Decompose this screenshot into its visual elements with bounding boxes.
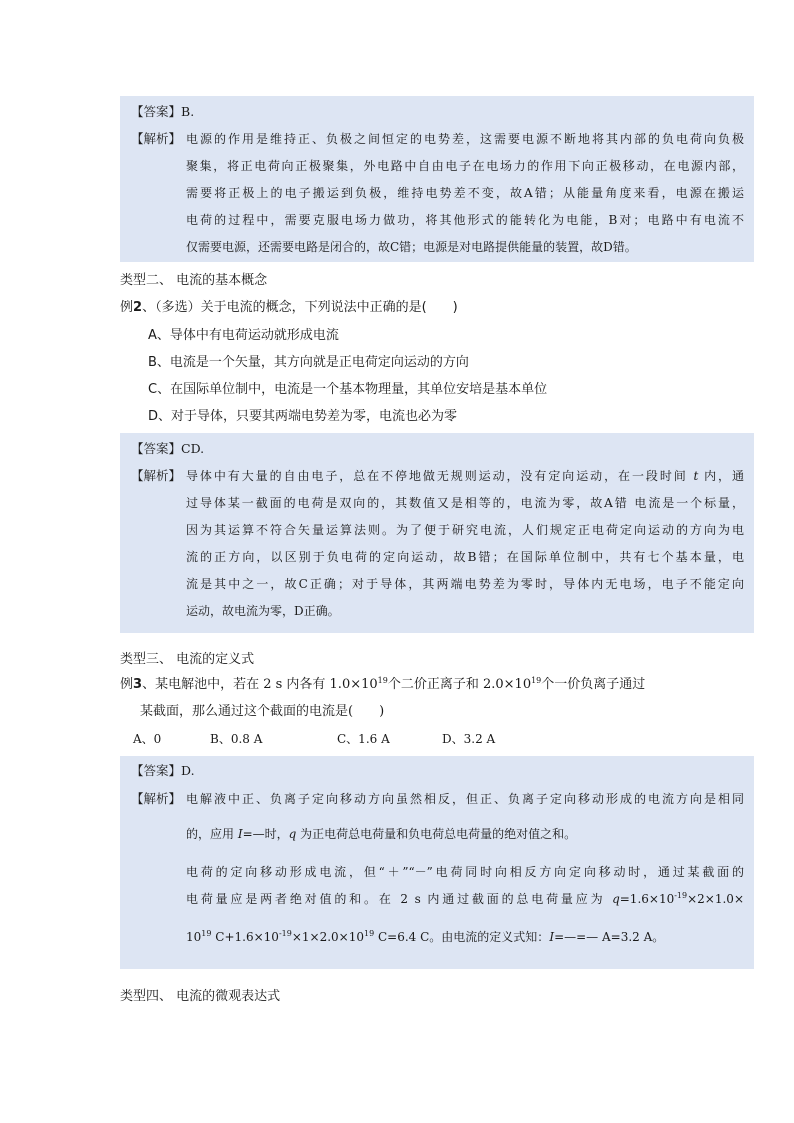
answer-line-3: 【答案】D. (131, 763, 195, 778)
example-2-option-c: C、在国际单位制中，电流是一个基本物理量，其单位安培是基本单位 (148, 382, 548, 397)
section-heading-type4: 类型四、 电流的微观表达式 (120, 989, 281, 1004)
answer-line-2: 【答案】CD. (131, 441, 205, 456)
example-2-option-d: D、对于导体，只要其两端电势差为零，电流也必为零 (148, 409, 458, 424)
analysis-2-line-3: 因为其运算不符合矢量运算法则。为了便于研究电流，人们规定正电荷定向运动的方向为电 (186, 523, 744, 537)
analysis-2-line-4: 流的正方向，以区别于负电荷的定向运动，故B错；在国际单位制中，共有七个基本量，电 (186, 550, 744, 564)
example-3-option-b: B、0.8 A (210, 732, 263, 746)
example-3-option-a: A、0 (133, 732, 162, 746)
analysis-1-line-5: 仅需要电源，还需要电路是闭合的，故C错；电源是对电路提供能量的装置，故D错。 (186, 240, 637, 254)
answer-line-1 (131, 105, 194, 119)
answer-value: B. (181, 104, 195, 119)
answer-tag: 【答案】 (131, 104, 182, 119)
analysis-3-line-5: $10^{19}$ $C+1.6\times 10^{-19}\times 1\times 2.0\times 10^{19}$ C=6.4 C。由电流的定义式知：I=—=— A=3.2 A。 (186, 930, 665, 944)
analysis-2-line-2: 过导体某一截面的电荷是双向的，其数值又是相等的，电流为零，故A错 电流是一个标量， (186, 496, 744, 510)
analysis-1-line-1: 电源的作用是维持正、负极之间恒定的电势差，这需要电源不断地将其内部的负电荷向负极 (186, 132, 744, 146)
example-2-option-a: A、导体中有电荷运动就形成电流 (148, 328, 339, 343)
example-2-option-b: B、电流是一个矢量，其方向就是正电荷定向运动的方向 (148, 355, 469, 370)
analysis-2-line-1: 导体中有大量的自由电子，总在不停地做无规则运动，没有定向运动，在一段时间 t 内，通 (186, 469, 744, 483)
section-heading-type2: 类型二、 电流的基本概念 (120, 273, 268, 288)
analysis-3-line-4: 电荷量应是两者绝对值的和。在 2 s 内通过截面的总电荷量应为 $q=1.6\times 10^{-19}\times 2\times 1.0\times$ (186, 892, 744, 906)
analysis-1-line-3: 需要将正极上的电子搬运到负极，维持电势差不变，故A错；从能量角度来看，电源在搬运 (186, 186, 744, 200)
analysis-tag-2: 【解析】 (131, 468, 182, 483)
analysis-3-line-1: 电解液中正、负离子定向移动方向虽然相反，但正、负离子定向移动形成的电流方向是相同 (186, 792, 744, 806)
analysis-3-line-2: 的，应用 I=—时，q 为正电荷总电荷量和负电荷总电荷量的绝对值之和。 (186, 827, 577, 841)
example-2-question: 例2、（多选）关于电流的概念，下列说法中正确的是( ) (120, 300, 458, 315)
analysis-2-line-5: 流是其中之一，故C正确；对于导体，其两端电势差为零时，导体内无电场，电子不能定向 (186, 577, 744, 591)
example-3-option-c: C、1.6 A (337, 732, 390, 746)
section-heading-type3: 类型三、 电流的定义式 (120, 652, 255, 667)
example-3-option-d: D、3.2 A (442, 732, 496, 746)
analysis-tag-1: 【解析】 (131, 131, 182, 146)
example-3-question-line-1: 例3、某电解池中，若在 2 s 内各有 $1.0\times 10^{19}$个二价正离子和 $2.0\times 10^{19}$个一价负离子通过 (120, 676, 646, 692)
analysis-1-line-4: 电荷的过程中，需要克服电场力做功，将其他形式的能转化为电能，B对；电路中有电流不 (186, 213, 744, 227)
analysis-3-line-3: 电荷的定向移动形成电流，但“＋”“－”电荷同时向相反方向定向移动时，通过某截面的 (186, 865, 744, 879)
analysis-2-line-6: 运动，故电流为零，D正确。 (186, 604, 340, 618)
example-3-question-line-2: 某截面，那么通过这个截面的电流是( ) (140, 704, 385, 719)
answer-box-1 (120, 96, 754, 262)
analysis-1-line-2: 聚集，将正电荷向正极聚集，外电路中自由电子在电场力的作用下向正极移动，在电源内部， (186, 159, 744, 173)
analysis-tag-3: 【解析】 (131, 791, 182, 806)
